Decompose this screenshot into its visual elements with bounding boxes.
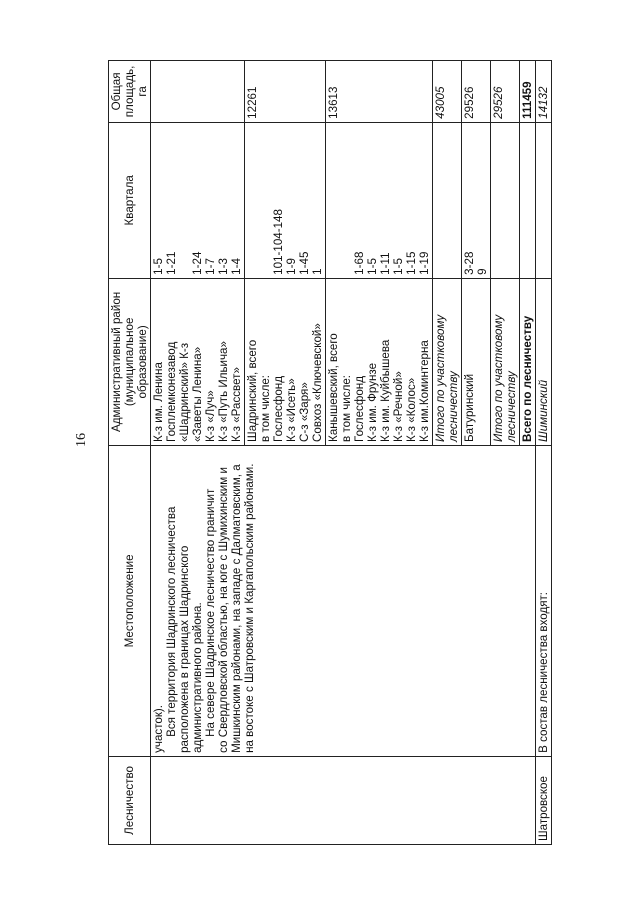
- area-cell: 111459: [520, 61, 536, 123]
- quarter-line: 1: [311, 268, 324, 275]
- quarter-line: 1-4: [230, 258, 243, 275]
- district-cell: [326, 278, 433, 445]
- district-line: «Заветы Ленина»: [191, 346, 204, 442]
- quarter-line: 1-9: [285, 258, 298, 275]
- location-cell: В состав лесничества входят:: [536, 445, 552, 756]
- rotated-page: [108, 60, 593, 845]
- district-line: К-з им.Коминтерна: [418, 340, 431, 442]
- quarter-line: 1-7: [204, 258, 217, 275]
- forestry-cell: Шатровское: [536, 756, 552, 844]
- district-cell: Итого по участковому лесничеству: [433, 278, 462, 445]
- district-line: «Шадринский» К-з: [178, 342, 191, 442]
- district-cell: [245, 278, 326, 445]
- district-line: К-з им. Ленина: [152, 362, 165, 442]
- quarter-line: 3-28: [463, 251, 476, 275]
- district-line: К-з им. Фрунзе: [366, 362, 379, 442]
- header-forestry: Лесничество: [109, 756, 151, 844]
- area-cell: 29526: [462, 61, 491, 123]
- quarter-line: 1-11: [379, 252, 392, 275]
- district-cell: [151, 278, 245, 445]
- desc-line: На севере Шадринское лесничество граничит: [204, 488, 217, 737]
- header-area: Общая площадь, га: [109, 61, 151, 123]
- quarter-line: 1-15: [405, 251, 418, 275]
- district-line: в том числе:: [259, 374, 272, 442]
- district-line: в том числе:: [340, 374, 353, 442]
- quarter-line: 1-5: [366, 258, 379, 275]
- district-line: К-з «Речной»: [392, 371, 405, 442]
- quarters-cell: [151, 122, 245, 278]
- desc-line: на востоке с Шатровским и Каргапольским районами.: [243, 463, 256, 753]
- quarters-cell: [520, 122, 536, 278]
- district-cell: Всего по лесничеству: [520, 278, 536, 445]
- quarter-line: 1-68: [353, 251, 366, 275]
- quarter-line: 1-5: [392, 258, 405, 275]
- desc-line: расположена в границах Шадринского: [178, 545, 191, 753]
- table-row: [151, 61, 245, 845]
- district-line: Госплемконезавод: [165, 341, 178, 442]
- district-line: Совхоз «Ключевской»: [311, 323, 324, 442]
- district-line: К-з «Путь Ильича»: [217, 341, 230, 442]
- district-line: С-з «Заря»: [298, 382, 311, 442]
- quarters-cell: [462, 122, 491, 278]
- forestry-cell: [151, 756, 536, 844]
- district-line: К-з «Луч»: [204, 390, 217, 442]
- desc-line: участок).: [152, 705, 165, 753]
- header-location: Местоположение: [109, 445, 151, 756]
- quarter-line: 1-21: [165, 251, 178, 275]
- header-district: Административный район (муниципальное образование): [109, 278, 151, 445]
- quarter-line: 9: [476, 268, 489, 275]
- quarters-cell: [326, 122, 433, 278]
- desc-line: со Свердловской областью, на юге с Шумихинским и: [217, 467, 230, 753]
- quarter-line: [340, 126, 353, 275]
- area-cell: 43005: [433, 61, 462, 123]
- quarters-cell: [491, 122, 520, 278]
- district-cell: Батуринский: [462, 278, 491, 445]
- desc-line: административного района.: [191, 602, 204, 753]
- table-row: [536, 61, 552, 845]
- area-cell: [151, 61, 245, 123]
- district-line: К-з «Исеть»: [285, 378, 298, 442]
- page-number: 16: [74, 433, 89, 447]
- quarter-line: [178, 126, 191, 275]
- district-line: К-з «Рассвет»: [230, 367, 243, 442]
- district-line: К-з «Колос»: [405, 377, 418, 442]
- quarters-cell: [536, 122, 552, 278]
- district-line: Канышевский, всего: [327, 333, 340, 442]
- district-cell: Шиминский: [536, 278, 552, 445]
- header-row: [109, 61, 151, 845]
- quarter-line: 101-104-148: [272, 209, 285, 275]
- quarter-line: 1-24: [191, 251, 204, 275]
- quarter-line: [259, 126, 272, 275]
- area-cell: 29526: [491, 61, 520, 123]
- quarter-line: 1-45: [298, 251, 311, 275]
- area-cell: 12261: [245, 61, 326, 123]
- quarters-cell: [245, 122, 326, 278]
- area-cell: 13613: [326, 61, 433, 123]
- area-cell: 14132: [536, 61, 552, 123]
- district-line: Шадринский, всего: [246, 339, 259, 442]
- quarters-cell: [433, 122, 462, 278]
- desc-line: Мишкинским районами, на западе с Далматовским, а: [230, 464, 243, 753]
- district-cell: Итого по участковому лесничеству: [491, 278, 520, 445]
- district-line: К-з им. Куйбышева: [379, 339, 392, 442]
- quarter-line: 1-3: [217, 258, 230, 275]
- quarter-line: 1-5: [152, 258, 165, 275]
- desc-line: Вся территория Шадринского лесничества: [165, 506, 178, 737]
- header-quarters: Квартала: [109, 122, 151, 278]
- quarter-line: 1-19: [418, 251, 431, 275]
- district-line: Гослесфонд: [353, 376, 366, 442]
- quarter-line: [246, 126, 259, 275]
- forestry-table: [108, 60, 552, 845]
- district-line: Гослесфонд: [272, 376, 285, 442]
- location-description: [151, 445, 536, 756]
- quarter-line: [327, 126, 340, 275]
